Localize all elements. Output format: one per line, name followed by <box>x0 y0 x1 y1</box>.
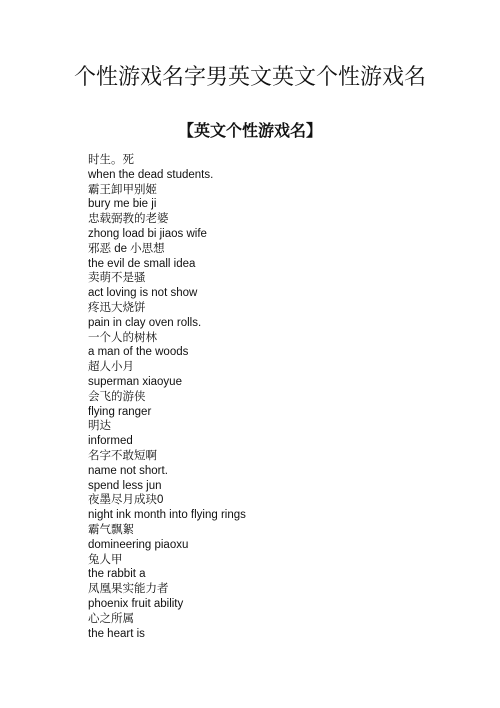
list-line: domineering piaoxu <box>88 538 189 551</box>
list-line: name not short. <box>88 464 168 477</box>
list-line: 超人小月 <box>88 361 134 374</box>
list-line: 明达 <box>88 420 111 433</box>
list-line: the rabbit a <box>88 568 146 581</box>
list-line: bury me bie ji <box>88 198 157 211</box>
list-line: 心之所属 <box>88 612 134 625</box>
list-line: when the dead students. <box>88 168 214 181</box>
list-line: pain in clay oven rolls. <box>88 316 202 329</box>
document-title: 个性游戏名字男英文英文个性游戏名 <box>73 65 426 90</box>
list-line: zhong load bi jiaos wife <box>88 227 207 240</box>
list-line: informed <box>88 435 133 448</box>
list-line: 霸气飘絮 <box>88 523 134 536</box>
list-line: act loving is not show <box>88 287 198 300</box>
list-line: night ink month into flying rings <box>88 509 246 522</box>
list-line: flying ranger <box>88 405 152 418</box>
list-line: 会飞的游侠 <box>88 390 146 403</box>
list-line: 霸王卸甲别姬 <box>88 183 157 196</box>
list-line: 兔人甲 <box>88 553 123 566</box>
list-line: 名字不敢短啊 <box>88 449 157 462</box>
list-line: 邪恶 de 小思想 <box>88 242 165 255</box>
name-list <box>88 153 246 641</box>
list-line: 卖萌不是骚 <box>88 272 146 285</box>
list-line: a man of the woods <box>88 346 189 359</box>
list-line: 忠载弼教的老婆 <box>88 213 169 226</box>
list-line: 夜墨尽月成玦0 <box>88 494 164 507</box>
list-line: the heart is <box>88 627 145 640</box>
list-line: spend less jun <box>88 479 162 492</box>
list-line: 疼迅大烧饼 <box>88 301 146 314</box>
list-line: 时生。死 <box>88 154 134 166</box>
document-subtitle: 【英文个性游戏名】 <box>177 121 322 140</box>
list-line: 一个人的树林 <box>88 331 157 344</box>
list-line: superman xiaoyue <box>88 375 182 388</box>
list-line: phoenix fruit ability <box>88 597 184 610</box>
list-line: the evil de small idea <box>88 257 196 270</box>
list-line: 凤凰果实能力者 <box>88 583 169 596</box>
